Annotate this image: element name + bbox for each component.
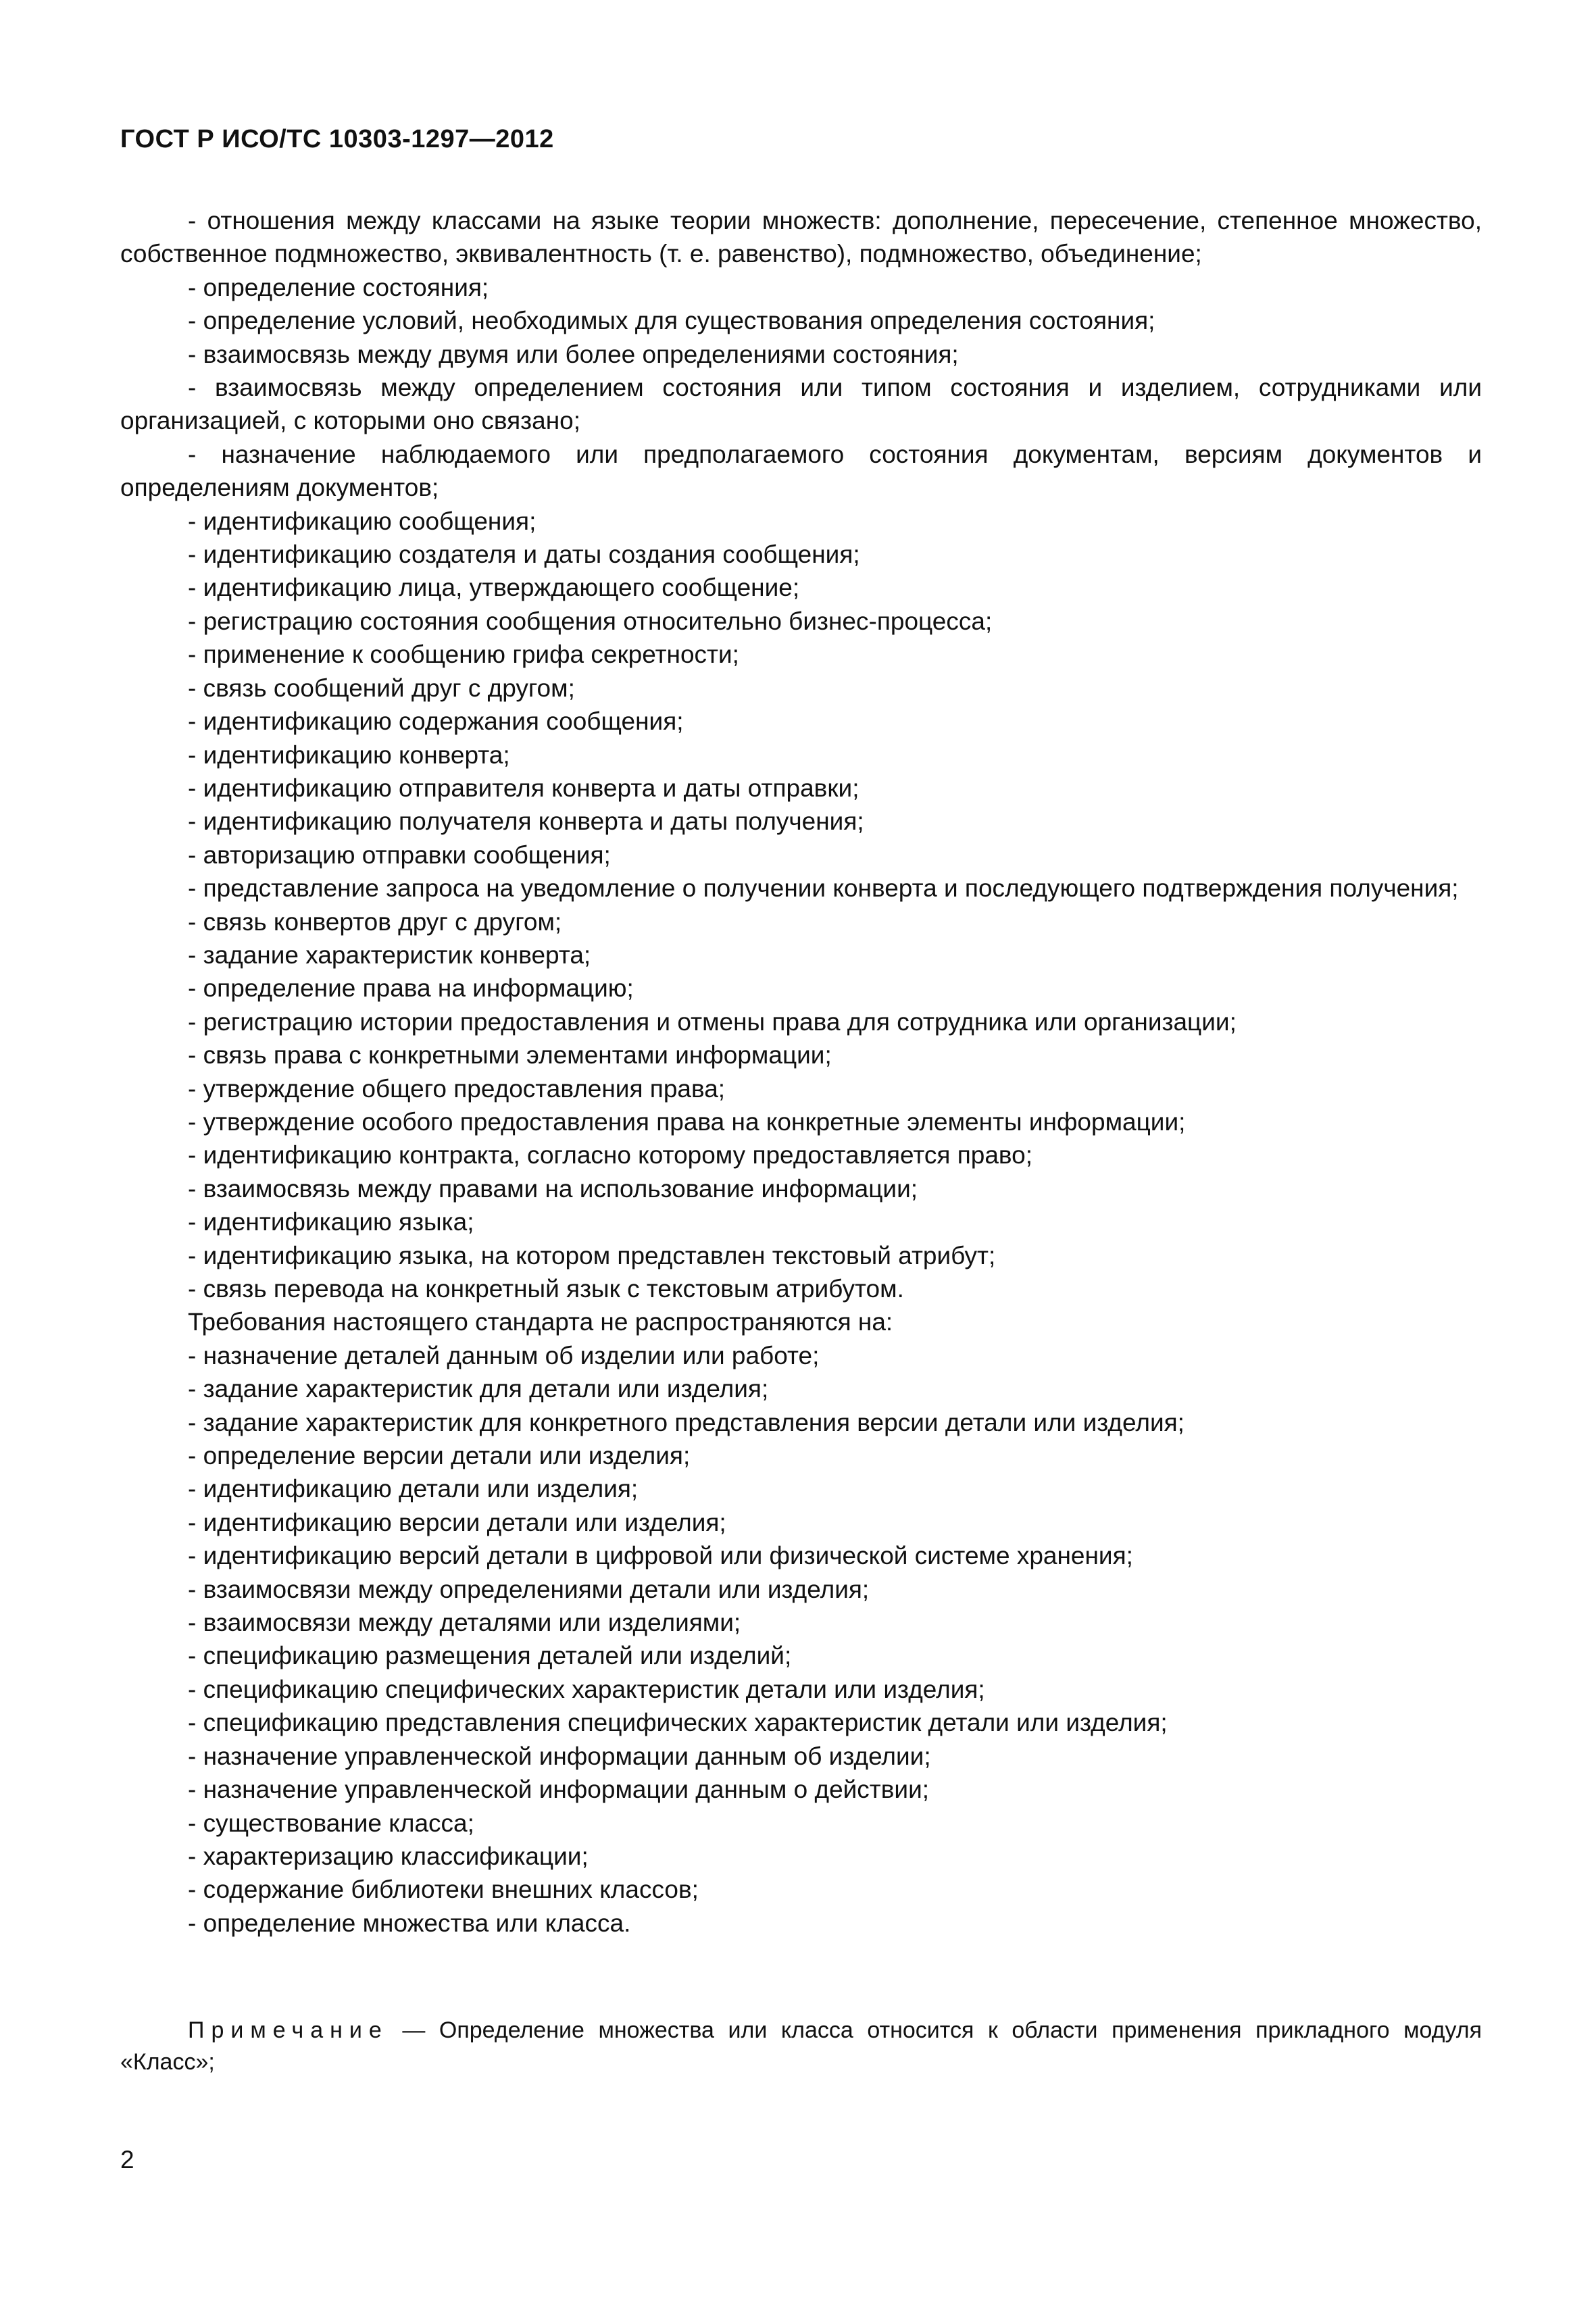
text-paragraph: - идентификацию создателя и даты создания сообщения; [188,540,860,569]
text-paragraph: - взаимосвязь между двумя или более определениями состояния; [188,340,959,368]
text-paragraph: - связь конвертов друг с другом; [188,907,562,936]
text-paragraph: - взаимосвязи между определениями детали или изделия; [188,1575,870,1603]
document-header: ГОСТ Р ИСО/ТС 10303-1297—2012 [120,125,554,153]
text-paragraph: - назначение деталей данным об изделии или работе; [188,1341,820,1369]
text-paragraph: - существование класса; [188,1809,474,1837]
text-paragraph: - применение к сообщению грифа секретности; [188,640,739,669]
text-paragraph: - характеризацию классификации; [188,1842,589,1870]
text-paragraph: - определение состояния; [188,273,489,301]
text-paragraph: - утверждение общего предоставления права; [188,1074,726,1103]
text-paragraph: - регистрацию состояния сообщения относительно бизнес-процесса; [188,607,993,635]
text-paragraph: Требования настоящего стандарта не распространяются на: [188,1308,893,1336]
note-text: — Определение множества или класса относится к области применения прикладного модуля «Класс»; [120,2017,1482,2075]
text-paragraph: - связь сообщений друг с другом; [188,674,575,702]
text-paragraph: - связь перевода на конкретный язык с текстовым атрибутом. [188,1275,904,1303]
document-body [120,204,1482,1940]
text-paragraph: - идентификацию языка, на котором представлен текстовый атрибут; [188,1241,996,1269]
text-paragraph: - задание характеристик для детали или изделия; [188,1375,769,1403]
text-paragraph: - идентификацию языка; [188,1208,474,1236]
text-paragraph: - взаимосвязь между правами на использование информации; [188,1174,918,1203]
text-paragraph: - взаимосвязь между определением состояния или типом состояния и изделием, сотрудниками или организацией, с которыми оно связано; [120,374,1482,435]
text-paragraph: - назначение наблюдаемого или предполагаемого состояния документам, версиям документов и определениям документов; [120,440,1482,502]
page-number: 2 [120,2146,134,2173]
text-paragraph: - спецификацию размещения деталей или изделий; [188,1642,792,1670]
text-paragraph: - назначение управленческой информации данным об изделии; [188,1742,931,1770]
text-paragraph: - идентификацию лица, утверждающего сообщение; [188,574,800,602]
text-paragraph: - идентификацию версии детали или изделия; [188,1508,726,1536]
text-paragraph: - утверждение особого предоставления права на конкретные элементы информации; [188,1107,1186,1136]
text-paragraph: - представление запроса на уведомление о получении конверта и последующего подтверждения получения; [188,874,1459,903]
text-paragraph: - назначение управленческой информации данным о действии; [188,1776,930,1804]
text-paragraph: - задание характеристик для конкретного представления версии детали или изделия; [188,1408,1184,1436]
text-paragraph: - регистрацию истории предоставления и отмены права для сотрудника или организации; [188,1007,1237,1036]
text-paragraph: - идентификацию получателя конверта и даты получения; [188,807,864,836]
text-paragraph: - содержание библиотеки внешних классов; [188,1876,699,1904]
text-paragraph: - идентификацию версий детали в цифровой или физической системе хранения; [188,1542,1133,1570]
text-paragraph: - определение версии детали или изделия; [188,1442,691,1470]
text-paragraph: - авторизацию отправки сообщения; [188,840,611,869]
text-paragraph: - определение условий, необходимых для существования определения состояния; [188,307,1155,335]
text-paragraph: - идентификацию конверта; [188,740,510,769]
note-paragraph [120,2015,1482,2078]
text-paragraph: - взаимосвязи между деталями или изделиями; [188,1609,741,1637]
text-paragraph: - идентификацию детали или изделия; [188,1475,639,1503]
text-paragraph: - спецификацию представления специфических характеристик детали или изделия; [188,1709,1168,1737]
text-paragraph: - идентификацию отправителя конверта и даты отправки; [188,774,859,802]
text-paragraph: - отношения между классами на языке теории множеств: дополнение, пересечение, степенное множество, собственное подмножество, эквивалентность (т. е. равенство), подмножество, объединение; [120,207,1482,268]
note-label: Примечание [188,2017,389,2043]
text-paragraph: - спецификацию специфических характеристик детали или изделия; [188,1675,985,1703]
text-paragraph: - определение множества или класса. [188,1909,631,1937]
text-paragraph: - задание характеристик конверта; [188,940,591,969]
text-paragraph: - связь права с конкретными элементами информации; [188,1041,832,1070]
text-paragraph: - идентификацию содержания сообщения; [188,707,684,736]
text-paragraph: - идентификацию сообщения; [188,507,537,535]
text-paragraph: - идентификацию контракта, согласно которому предоставляется право; [188,1141,1033,1169]
text-paragraph: - определение права на информацию; [188,974,634,1003]
